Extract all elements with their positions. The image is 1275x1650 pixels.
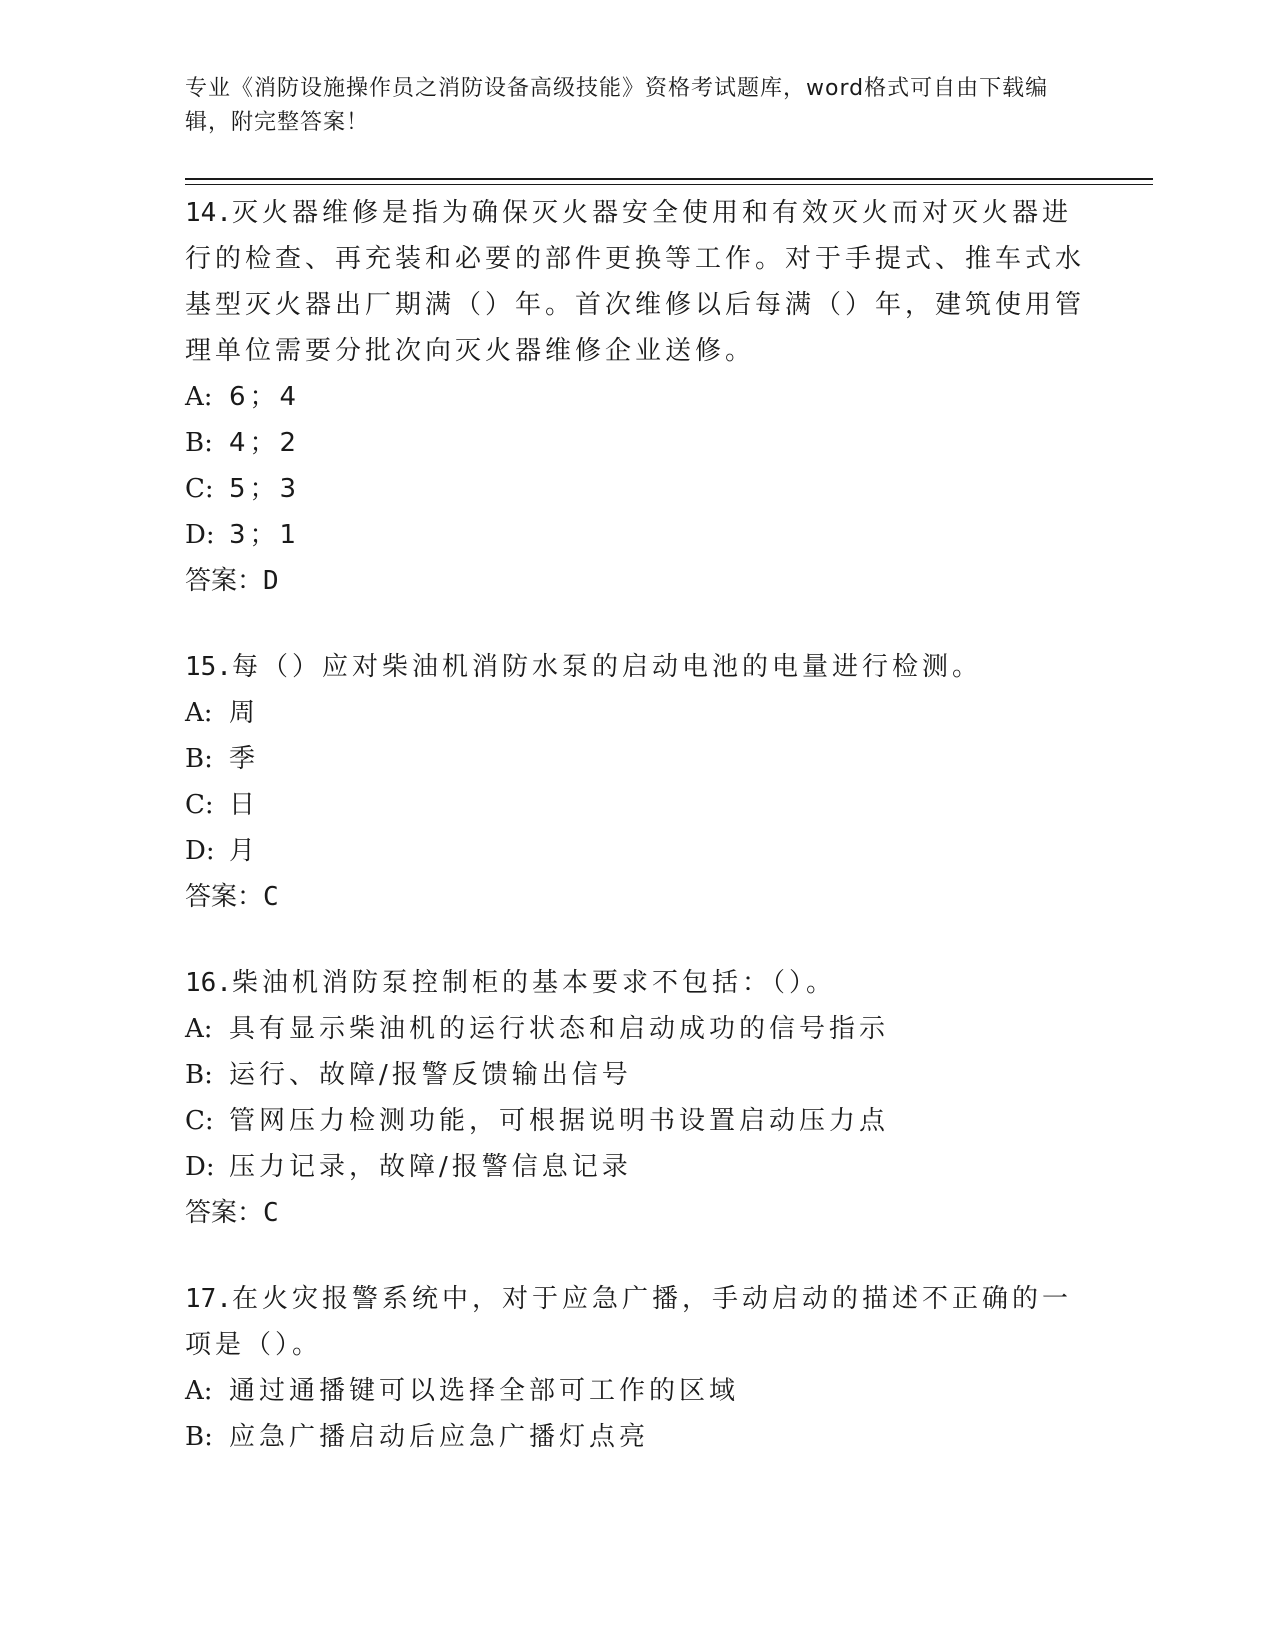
question-text	[185, 644, 1085, 690]
option-c	[185, 782, 1085, 828]
question-16	[185, 960, 1085, 1236]
option-key: A:	[185, 1376, 213, 1406]
option-key: D:	[185, 836, 215, 866]
question-17	[185, 1276, 1085, 1460]
question-14	[185, 190, 1085, 604]
option-value: 压力记录，故障/报警信息记录	[229, 1152, 632, 1182]
answer-label: 答案：	[185, 882, 264, 912]
option-value: 运行、故障/报警反馈输出信号	[229, 1060, 632, 1090]
option-value: 季	[229, 744, 260, 774]
answer-label: 答案：	[185, 1198, 264, 1228]
option-key: B:	[185, 428, 213, 458]
option-value: 应急广播启动后应急广播灯点亮	[229, 1422, 650, 1452]
question-list	[185, 190, 1085, 1500]
option-key: A:	[185, 698, 213, 728]
question-body: 灭火器维修是指为确保灭火器安全使用和有效灭火而对灭火器进行的检查、再充装和必要的部件更换等工作。对于手提式、推车式水基型灭火器出厂期满（）年。首次维修以后每满（）年，建筑使用管理单位需要分批次向灭火器维修企业送修。	[185, 198, 1086, 366]
option-d	[185, 828, 1085, 874]
question-body: 在火灾报警系统中，对于应急广播，手动启动的描述不正确的一项是（）。	[185, 1284, 1072, 1360]
option-value: 具有显示柴油机的运行状态和启动成功的信号指示	[229, 1014, 890, 1044]
option-a	[185, 1006, 1085, 1052]
option-a	[185, 1368, 1085, 1414]
option-c	[185, 466, 1085, 512]
option-b	[185, 1052, 1085, 1098]
question-number: 15.	[185, 652, 232, 682]
option-key: D:	[185, 1152, 215, 1182]
question-15	[185, 644, 1085, 920]
option-value: 日	[229, 790, 260, 820]
option-value: 4；2	[229, 428, 301, 458]
option-key: D:	[185, 520, 215, 550]
answer-value: C	[263, 1198, 279, 1228]
option-key: C:	[185, 790, 214, 820]
option-value: 管网压力检测功能，可根据说明书设置启动压力点	[229, 1106, 890, 1136]
option-a	[185, 690, 1085, 736]
option-c	[185, 1098, 1085, 1144]
option-value: 3；1	[229, 520, 301, 550]
question-text	[185, 190, 1085, 374]
answer-value: D	[263, 566, 279, 596]
option-b	[185, 420, 1085, 466]
document-header: 专业《消防设施操作员之消防设备高级技能》资格考试题库，word格式可自由下载编辑，附完整答案！	[185, 76, 1049, 135]
option-value: 月	[229, 836, 260, 866]
option-key: B:	[185, 1422, 213, 1452]
question-number: 17.	[185, 1284, 232, 1314]
option-a	[185, 374, 1085, 420]
answer-value: C	[263, 882, 279, 912]
option-d	[185, 512, 1085, 558]
answer-label: 答案：	[185, 566, 264, 596]
question-body: 每（）应对柴油机消防水泵的启动电池的电量进行检测。	[231, 652, 982, 682]
question-text	[185, 1276, 1085, 1368]
answer	[185, 558, 1085, 604]
option-key: B:	[185, 744, 213, 774]
option-b	[185, 736, 1085, 782]
header-divider-thick	[185, 178, 1153, 180]
question-body: 柴油机消防泵控制柜的基本要求不包括：（）。	[231, 968, 836, 998]
question-number: 14.	[185, 198, 232, 228]
question-text	[185, 960, 1085, 1006]
option-key: C:	[185, 1106, 214, 1136]
option-key: B:	[185, 1060, 213, 1090]
question-number: 16.	[185, 968, 232, 998]
option-value: 6；4	[229, 382, 301, 412]
option-value: 通过通播键可以选择全部可工作的区域	[229, 1376, 740, 1406]
option-key: A:	[185, 382, 213, 412]
option-value: 5；3	[229, 474, 301, 504]
option-key: C:	[185, 474, 214, 504]
option-d	[185, 1144, 1085, 1190]
option-b	[185, 1414, 1085, 1460]
answer	[185, 874, 1085, 920]
header-divider-thin	[185, 184, 1153, 185]
answer	[185, 1190, 1085, 1236]
option-value: 周	[229, 698, 260, 728]
option-key: A:	[185, 1014, 213, 1044]
